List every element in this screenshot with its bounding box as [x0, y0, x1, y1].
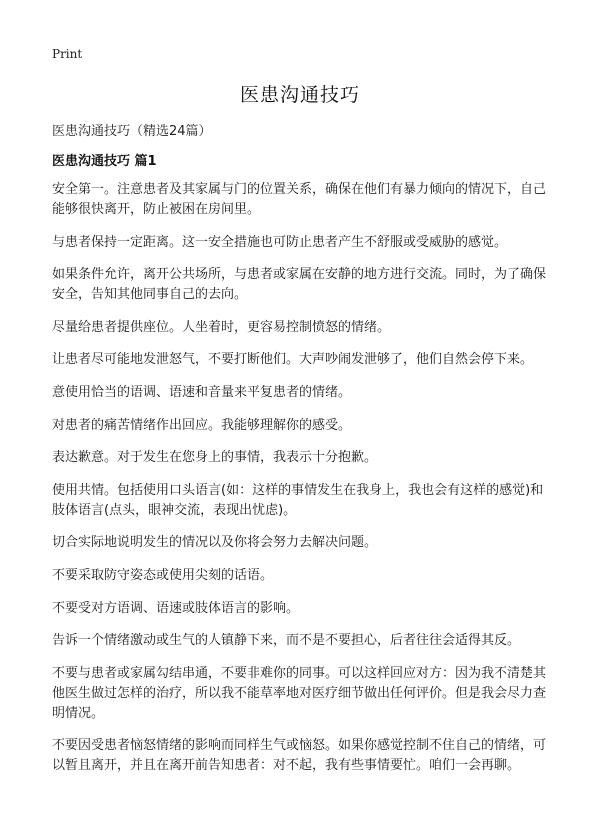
paragraph: 不要采取防守姿态或使用尖刻的话语。 — [52, 567, 274, 583]
paragraph: 尽量给患者提供座位。人坐着时，更容易控制愤怒的情绪。 — [52, 319, 391, 335]
print-link[interactable]: Print — [52, 47, 83, 61]
paragraph: 使用共情。包括使用口头语言(如：这样的事情发生在我身上，我也会有这样的感觉)和肢体语言(点头，眼神交流，表现出忧虑)。 — [52, 482, 544, 518]
paragraph: 对患者的痛苦情绪作出回应。我能够理解你的感受。 — [52, 417, 352, 433]
document-subtitle: 医患沟通技巧（精选24篇） — [52, 124, 212, 139]
paragraph: 如果条件允许，离开公共场所，与患者或家属在安静的地方进行交流。同时，为了确保安全，告知其他同事自己的去向。 — [52, 267, 547, 303]
paragraph: 安全第一。注意患者及其家属与门的位置关系，确保在他们有暴力倾向的情况下，自己能够很快离开，防止被困在房间里。 — [52, 182, 547, 217]
paragraph: 告诉一个情绪激动或生气的人镇静下来，而不是不要担心，后者往往会适得其反。 — [52, 633, 521, 649]
page-title: 医患沟通技巧 — [239, 84, 360, 106]
paragraph: 让患者尽可能地发泄怒气，不要打断他们。大声吵闹发泄够了，他们自然会停下来。 — [52, 352, 534, 368]
paragraph: 不要因受患者恼怒情绪的影响而同样生气或恼怒。如果你感觉控制不住自己的情绪，可以暂且离开，并且在离开前告知患者：对不起，我有些事情要忙。咱们一会再聊。 — [52, 738, 547, 774]
paragraph: 切合实际地说明发生的情况以及你将会努力去解决问题。 — [52, 535, 378, 551]
paragraph: 不要与患者或家属勾结串通，不要非难你的同事。可以这样回应对方：因为我不清楚其他医生做过怎样的治疗，所以我不能草率地对医疗细节做出任何评价。但是我会尽力查明情况。 — [52, 665, 547, 721]
paragraph: 与患者保持一定距离。这一安全措施也可防止患者产生不舒服或受威胁的感觉。 — [52, 234, 508, 250]
section-heading: 医患沟通技巧 篇1 — [52, 154, 157, 169]
document-body — [52, 180, 552, 789]
paragraph: 意使用恰当的语调、语速和音量来平复患者的情绪。 — [52, 384, 352, 400]
paragraph: 表达歉意。对于发生在您身上的事情，我表示十分抱歉。 — [52, 450, 378, 466]
paragraph: 不要受对方语调、语速或肢体语言的影响。 — [52, 600, 300, 616]
